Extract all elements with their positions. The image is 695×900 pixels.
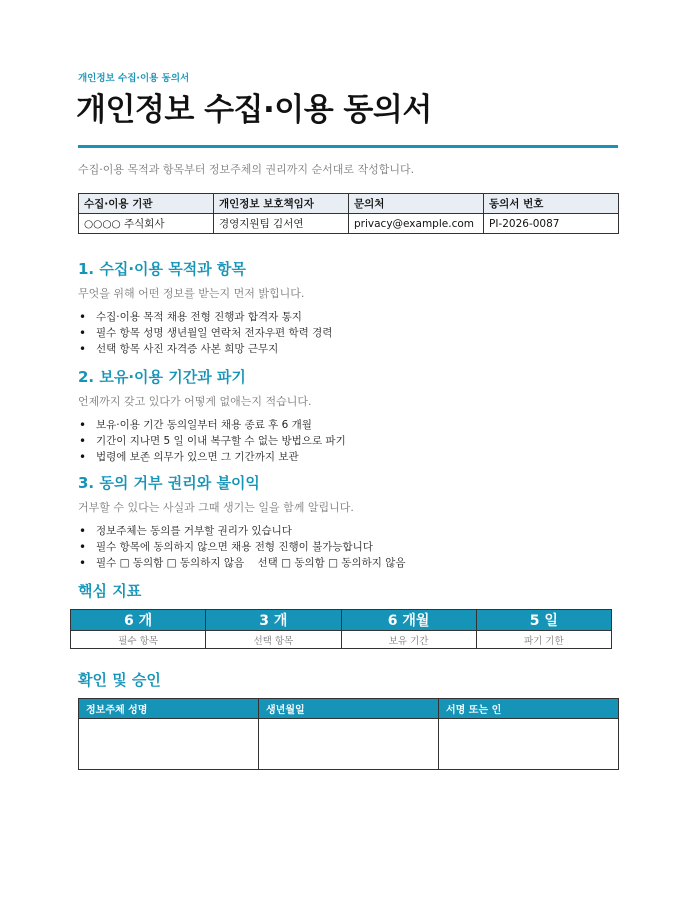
list-item: • 정보주체는 동의를 거부할 권리가 있습니다 [78,523,618,539]
list-item: • 선택 항목 사진 자격증 사본 희망 근무지 [78,341,618,357]
kpi-label: 필수 항목 [71,631,206,649]
section-lead: 무엇을 위해 어떤 정보를 받는지 먼저 밝힙니다. [78,287,305,300]
section-heading: 1. 수집·이용 목적과 항목 [78,260,246,278]
list-item: • 기간이 지나면 5 일 이내 복구할 수 없는 방법으로 파기 [78,433,618,449]
signature-header-cell: 정보주체 성명 [79,699,259,719]
section-list [78,417,618,465]
confirmation-heading: 확인 및 승인 [78,671,161,689]
meta-header-row [79,194,619,214]
signature-header-cell: 서명 또는 인 [439,699,619,719]
section-list [78,309,618,357]
list-item: • 필수 □ 동의함 □ 동의하지 않음 선택 □ 동의함 □ 동의하지 않음 [78,555,618,571]
meta-header-cell: 동의서 번호 [484,194,619,214]
kpi-value: 6 개월 [341,610,476,631]
title-divider [78,145,618,148]
signature-table [78,698,619,770]
kpi-label: 선택 항목 [206,631,341,649]
page-title: 개인정보 수집·이용 동의서 [76,92,432,128]
name-signature-field[interactable] [79,719,259,770]
section-retention [78,366,618,465]
section-lead: 거부할 수 있다는 사실과 그때 생기는 일을 함께 알립니다. [78,501,354,514]
signature-input-row [79,719,619,770]
kpi-value: 6 개 [71,610,206,631]
intro-text: 수집·이용 목적과 항목부터 정보주체의 권리까지 순서대로 작성합니다. [78,163,415,176]
section-purpose [78,258,618,357]
kpi-value: 3 개 [206,610,341,631]
list-item: • 필수 항목 성명 생년월일 연락처 전자우편 학력 경력 [78,325,618,341]
meta-value-row [79,214,619,234]
meta-value-cell: ○○○○ 주식회사 [79,214,214,234]
meta-header-cell: 수집·이용 기관 [79,194,214,214]
section-refusal [78,472,618,571]
kpi-label: 파기 기한 [476,631,611,649]
kpi-label: 보유 기간 [341,631,476,649]
list-item: • 수집·이용 목적 채용 전형 진행과 합격자 통지 [78,309,618,325]
signature-header-cell: 생년월일 [259,699,439,719]
list-item: • 보유·이용 기간 동의일부터 채용 종료 후 6 개월 [78,417,618,433]
meta-table [78,193,619,234]
meta-value-cell: 경영지원팀 김서연 [214,214,349,234]
meta-header-cell: 문의처 [349,194,484,214]
section-heading: 2. 보유·이용 기간과 파기 [78,368,246,386]
list-item: • 필수 항목에 동의하지 않으면 채용 전형 진행이 불가능합니다 [78,539,618,555]
signature-header-row [79,699,619,719]
meta-value-cell: privacy@example.com [349,214,484,234]
kpi-heading: 핵심 지표 [78,582,142,600]
kpi-value: 5 일 [476,610,611,631]
section-lead: 언제까지 갖고 있다가 어떻게 없애는지 적습니다. [78,395,312,408]
kpi-table [70,609,612,649]
birthdate-signature-field[interactable] [259,719,439,770]
kpi-value-row [71,610,612,631]
meta-header-cell: 개인정보 보호책임자 [214,194,349,214]
list-item: • 법령에 보존 의무가 있으면 그 기간까지 보관 [78,449,618,465]
section-list [78,523,618,571]
document-eyebrow: 개인정보 수집·이용 동의서 [78,73,190,84]
kpi-label-row [71,631,612,649]
seal-signature-field[interactable] [439,719,619,770]
section-heading: 3. 동의 거부 권리와 불이익 [78,474,260,492]
meta-value-cell: PI-2026-0087 [484,214,619,234]
